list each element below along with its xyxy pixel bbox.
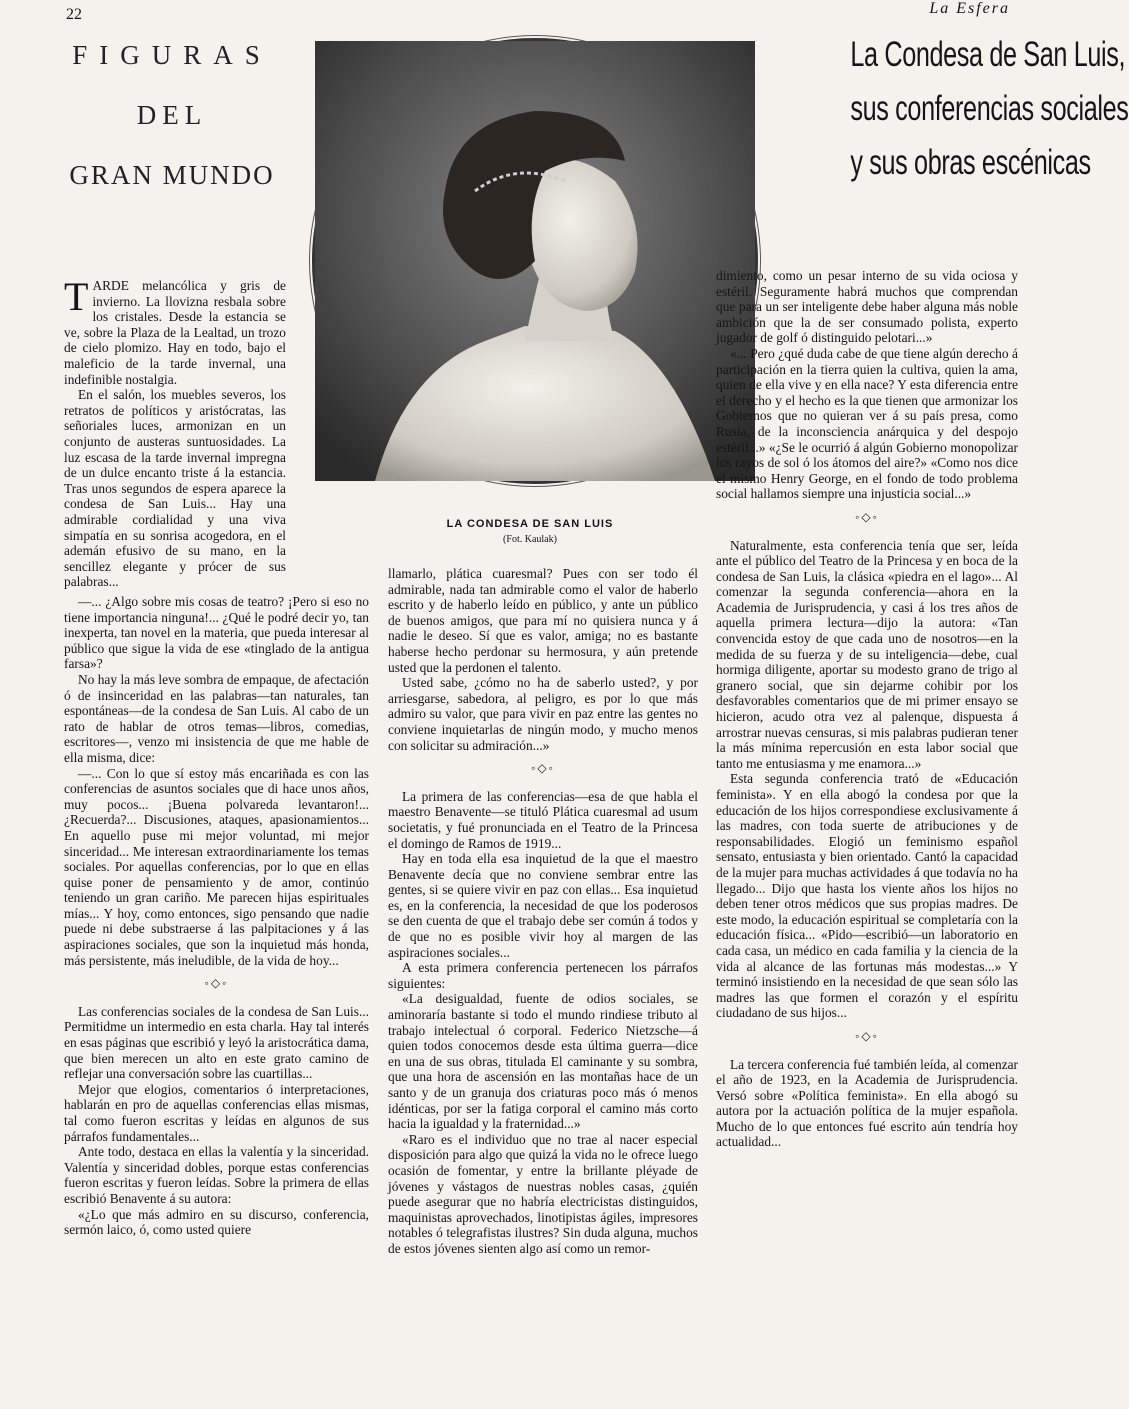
column-3 xyxy=(716,268,1018,1150)
portrait-illustration xyxy=(315,41,755,481)
ornament: ◦◇◦ xyxy=(855,509,879,524)
paragraph: «Raro es el individuo que no trae al nacer especial disposición para algo que quizá la vida no le ofrece luego ocasión de fomentar, y entre la brillante pléyade de jóvenes y vástagos de nuestras nobles casas, ¿quién puede asegurar que no habría electricistas distinguidos, maquinistas aprovechados, linotipistas ágiles, impresores notables ó telegrafistas ilustres? Sin duda alguna, muchos de estos jóvenes sienten algo así como un remor- xyxy=(388,1131,698,1256)
section-title-line-2: DEL xyxy=(136,100,208,130)
drop-cap: T xyxy=(64,274,89,319)
section-title-line-1: FIGURAS xyxy=(72,40,272,70)
headline-line-3: y sus obras escénicas xyxy=(850,143,1091,182)
section-title-line-3: GRAN MUNDO xyxy=(69,160,275,190)
paragraph: La primera de las conferencias—esa de que habla el maestro Benavente—se tituló Plática cuaresmal ad usum societatis, y fué pronunciada en el Teatro de la Princesa el domingo de Ramos de 1919... xyxy=(388,788,698,851)
column-1-top xyxy=(64,274,286,590)
paragraph: A esta primera conferencia pertenecen los párrafos siguientes: xyxy=(388,960,698,991)
paragraph: Naturalmente, esta conferencia tenía que ser, leída ante el público del Teatro de la Princesa y en boca de la condesa de San Luis, la clásica «piedra en el lago»... Al comenzar la segunda conferencia—ahora en la Academia de Jurisprudencia, y casi á los tres años de aquella primera lectura—dijo la autora: «Tan convencida estoy de que cada uno de nosotros—en la medida de su fuerza y de su inteligencia—debe, cual hormiga diligente, aportar su modesto grano de trigo al granero social, que sin dejarme cohibir por los desfavorables comentarios que de mi primer ensayo se hicieron, acudo otra vez al palenque, dispuesta á arrostrar nuevas censuras, si mis palabras pudieran tener la más mínima repercusión en esta labor social que tanto me entusiasma y me enamora...» xyxy=(716,537,1018,771)
paragraph: dimiento, como un pesar interno de su vida ociosa y estéril. Seguramente habrá muchos que comprendan que para un ser inteligente debe haber alguna más noble ambición que la de ser consumado polista, experto jugador de golf ó distinguido pelotari...» xyxy=(716,268,1018,346)
headline-line-2: sus conferencias sociales xyxy=(850,89,1129,128)
ornament: ◦◇◦ xyxy=(855,1028,879,1043)
photo-caption: LA CONDESA DE SAN LUIS xyxy=(446,518,614,530)
paragraph: Usted sabe, ¿cómo no ha de saberlo usted?, y por arriesgarse, sabedora, al peligro, es por lo que más admiro su valor, que para vivir en paz entre las gentes no conviene inquietarlas de ningún modo, y mucho menos con solicitar su admiración...» xyxy=(388,675,698,753)
paragraph: «La desigualdad, fuente de odios sociales, se aminoraría bastante si todo el mundo rindiese tributo al trabajo intelectual ó corporal. Federico Nietzsche—á quien todos conocemos desde esta última guerra—dice en una de sus obras, titulada El caminante y su sombra, que una hora de ascensión en las montañas hace de un santo y de un granuja dos criaturas poco más ó menos idénticas, por ser la fatiga corporal el camino más corto hacia la igualdad y la fraternidad...» xyxy=(388,991,698,1132)
photo-credit: (Fot. Kaulak) xyxy=(503,534,557,545)
paragraph: Las conferencias sociales de la condesa de San Luis... Permitidme un intermedio en esta charla. Hay tal interés en esas páginas que escribió y leyó la aristocrática dama, que bien merecen un alto en este grato camino de reflejar una conversación sobre las cuartillas... xyxy=(64,1003,369,1082)
paragraph: «... Pero ¿qué duda cabe de que tiene algún derecho á participación en la tierra quien la cultiva, quien la ama, quien de ella vive y en ella nace? Y esta diferencia entre el derecho y el hecho es la que tienen que armonizar los Gobiernos que no quieran ver á su país presa, como Rusia, de la inconsciencia anárquica y del despojo estéril...» «¿Se le ocurrió á algún Gobierno monopolizar los rayos de sol ó los átomos del aire?» «Como nos dice el mismo Henry George, en el fondo de todo problema social hallamos siempre una injusticia social...» xyxy=(716,345,1018,502)
paragraph-text: ARDE melancólica y gris de invierno. La llovizna resbala sobre los cristales. Desde la estancia se ve, sobre la Plaza de la Lealtad, un trozo de cielo plomizo. Hay en todo, bajo el maleficio de la tarde invernal, una indefinible nostalgia. xyxy=(64,278,286,387)
paragraph: No hay la más leve sombra de empaque, de afectación ó de insinceridad en las palabras—tan naturales, tan espontáneas—de la condesa de San Luis. Al cabo de un rato de hablar de otros temas—libros, comedias, escritores—, venzo mi insistencia de que me hable de ella misma, dice: xyxy=(64,671,369,765)
column-1 xyxy=(64,594,369,1238)
paragraph: Esta segunda conferencia trató de «Educación feminista». Y en ella abogó la condesa por que la educación de los hijos correspondiese exclusivamente á las madres, con toda suerte de atribuciones y de responsabilidades. Elogió un feminismo español sensato, entusiasta y bien orientado. Cantó la capacidad de la mujer para muchas actividades á que todavía no ha llegado... Dijo que hasta los viente años los hijos no deben tener otros médicos que sus propias madres. De este modo, la educación espiritual se completaría con la educación física... «Pido—escribió—un laboratorio en cada casa, un médico en cada familia y la ciencia de la vida al alcance de las fortunas más modestas...» Y terminó insistiendo en la necesidad de que sean sólo las madres las que formen el corazón y el espíritu ciudadano de sus hijos... xyxy=(716,771,1018,1021)
paragraph: llamarlo, plática cuaresmal? Pues con ser todo él admirable, nada tan admirable como el valor de haberlo escrito y de haberlo leído en público, y ante un público de buenos amigos, que para mí no quisiera nunca y á nadie le deseo. Sí que es valor, amiga; no es bastante haberse hecho perdonar su hermosura, y aún pretende usted que la perdonen el talento. xyxy=(388,566,698,675)
column-2 xyxy=(388,566,698,1257)
paragraph: En el salón, los muebles severos, los retratos de políticos y aristócratas, las señoriales luces, armonizan en un conjunto de austeras suntuosidades. La luz escasa de la tarde invernal impregna de un dulce encanto triste á la estancia. Tras unos segundos de espera aparece la condesa de San Luis... Hay una admirable cordialidad y una viva simpatía en su sonrisa acogedora, en el ademán efusivo de su mano, en la sencillez elegante y prócer de sus palabras... xyxy=(64,387,286,590)
paragraph: Ante todo, destaca en ellas la valentía y la sinceridad. Valentía y sinceridad dobles, porque estas conferencias fueron escritas y fueron leídas. Sobre la primera de ellas escribió Benavente á su autora: xyxy=(64,1144,369,1206)
paragraph: Mejor que elogios, comentarios ó interpretaciones, hablarán en pro de aquellas conferencias ellas mismas, tal como fueron escritas y leídas en algunos de sus párrafos fundamentales... xyxy=(64,1081,369,1144)
page-number: 22 xyxy=(66,6,82,23)
ornament: ◦◇◦ xyxy=(531,761,555,776)
ornament: ◦◇◦ xyxy=(204,976,229,991)
paragraph: —... ¿Algo sobre mis cosas de teatro? ¡Pero si eso no tiene importancia ninguna!... ¿Qué le podré decir yo, tan inexperta, tan novel en la materia, que pueda interesar al público que sigue la vida de ese «tinglado de la antigua farsa»? xyxy=(64,594,369,672)
magazine-title: La Esfera xyxy=(929,0,1010,17)
paragraph: «¿Lo que más admiro en su discurso, conferencia, sermón laico, ó, como usted quiere xyxy=(64,1206,369,1238)
paragraph xyxy=(64,274,286,387)
paragraph: Hay en toda ella esa inquietud de la que el maestro Benavente decía que no conviene sembrar entre las gentes, si se quiere vivir en paz con ellas... Esa inquietud es, en la conferencia, la necesidad de que los poderosos se den cuenta de que el trabajo debe ser común á todos y de que no es posible vivir hoy al margen de las aspiraciones sociales... xyxy=(388,851,698,960)
paragraph: La tercera conferencia fué también leída, al comenzar el año de 1923, en la Academia de Jurisprudencia. Versó sobre «Política feminista». En ella abogó su autora por la actuación política de la mujer española. Mucho de lo que entonces fué escrito aún tendría hoy actualidad... xyxy=(716,1056,1018,1150)
portrait-photo xyxy=(312,38,758,484)
article-headline xyxy=(850,28,1129,190)
paragraph: —... Con lo que sí estoy más encariñada es con las conferencias de asuntos sociales que di hace unos años, muy pocos... ¡Buena polvareda levantaron!... ¿Recuerda?... Discusiones, ataques, apasionamientos... En aquello puse mi mejor voluntad, mi mejor sinceridad... Me interesan extraordinariamente los temas sociales. Por aquellas conferencias, por lo que en ellas quise poner de pensamiento y de amor, continúo teniendo un gran cariño. Me parecen hijas espirituales mías... Y hoy, como entonces, sigo pensando que nadie puede ni debe substraerse á las palpitaciones y á las aspiraciones sociales, que son la inquietud más honda, más persistente, más ineludible, de la vida de hoy... xyxy=(64,765,369,968)
headline-line-1: La Condesa de San Luis, xyxy=(850,35,1126,74)
